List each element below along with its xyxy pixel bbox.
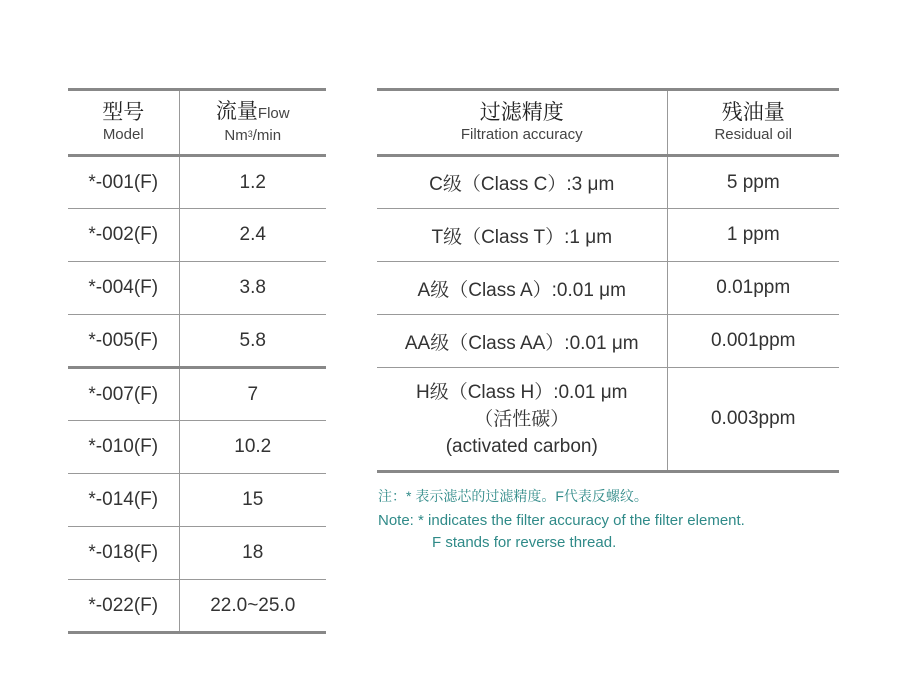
flow-unit-sup: 3 [247, 128, 253, 139]
oil-cell: 1 ppm [667, 209, 839, 262]
model-header-cn: 型号 [102, 100, 145, 124]
note-en-line1: Note: * indicates the filter accuracy of the filter element. [378, 512, 745, 529]
model-cell: *-014(F) [88, 489, 159, 510]
accuracy-header [377, 90, 667, 156]
model-cell: *-001(F) [88, 171, 159, 193]
table-row [68, 580, 326, 633]
accuracy-cell: AA级（Class AA）:0.01 μm [404, 332, 639, 354]
flow-unit-suffix: /min [252, 126, 282, 144]
table-row [377, 262, 839, 315]
model-cell: *-018(F) [88, 542, 159, 563]
oil-cell: 5 ppm [667, 156, 839, 209]
accuracy-line: （活性碳） [474, 408, 570, 430]
flow-header [179, 90, 326, 156]
flow-header-en: Flow [257, 104, 290, 122]
flow-cell: 2.4 [179, 209, 326, 262]
table-row [68, 262, 326, 315]
table-row [377, 368, 839, 472]
oil-cell: 0.001ppm [667, 315, 839, 368]
flow-cell: 7 [179, 368, 326, 421]
table-row [68, 474, 326, 527]
table-row [68, 527, 326, 580]
oil-cell: 0.003ppm [667, 368, 839, 472]
table-row [377, 315, 839, 368]
table-row [68, 368, 326, 421]
flow-cell: 22.0~25.0 [179, 580, 326, 633]
flow-unit-prefix: Nm [224, 126, 248, 144]
flow-unit [180, 126, 327, 146]
accuracy-cell: C级（Class C）:3 μm [429, 174, 615, 195]
flow-cell: 1.2 [179, 156, 326, 209]
model-flow-table [68, 88, 326, 634]
table-row [68, 156, 326, 209]
flow-cell: 15 [179, 474, 326, 527]
oil-cell: 0.01ppm [667, 262, 839, 315]
note-cn: 注：* 表示滤芯的过滤精度。F代表反螺纹。 [378, 488, 648, 504]
table-row [68, 209, 326, 262]
table-header-row [68, 90, 326, 156]
model-cell: *-022(F) [88, 594, 159, 616]
table-row [377, 156, 839, 209]
model-header-en: Model [102, 125, 144, 143]
oil-header-en: Residual oil [714, 125, 793, 143]
model-cell: *-004(F) [88, 277, 159, 298]
table-row [377, 209, 839, 262]
table-row [68, 421, 326, 474]
model-cell: *-002(F) [88, 224, 159, 245]
oil-header [667, 90, 839, 156]
table-row [68, 315, 326, 368]
model-cell: *-010(F) [88, 436, 159, 457]
flow-cell: 18 [179, 527, 326, 580]
model-cell: *-005(F) [88, 329, 159, 351]
accuracy-cell [377, 368, 667, 472]
flow-header-cn: 流量 [215, 99, 258, 123]
flow-cell: 5.8 [179, 315, 326, 368]
flow-cell: 10.2 [179, 421, 326, 474]
accuracy-header-en: Filtration accuracy [460, 125, 583, 143]
flow-cell: 3.8 [179, 262, 326, 315]
filter-accuracy-table [377, 88, 839, 473]
oil-header-cn: 残油量 [721, 100, 785, 124]
table-header-row [377, 90, 839, 156]
accuracy-line: (activated carbon) [445, 435, 598, 457]
model-cell: *-007(F) [88, 383, 159, 405]
accuracy-cell: T级（Class T）:1 μm [431, 226, 613, 248]
accuracy-line: H级（Class H）:0.01 μm [415, 381, 628, 403]
accuracy-header-cn: 过滤精度 [479, 100, 564, 124]
model-header [68, 90, 179, 156]
note-en-line2: F stands for reverse thread. [432, 534, 617, 551]
accuracy-cell: A级（Class A）:0.01 μm [417, 279, 626, 301]
